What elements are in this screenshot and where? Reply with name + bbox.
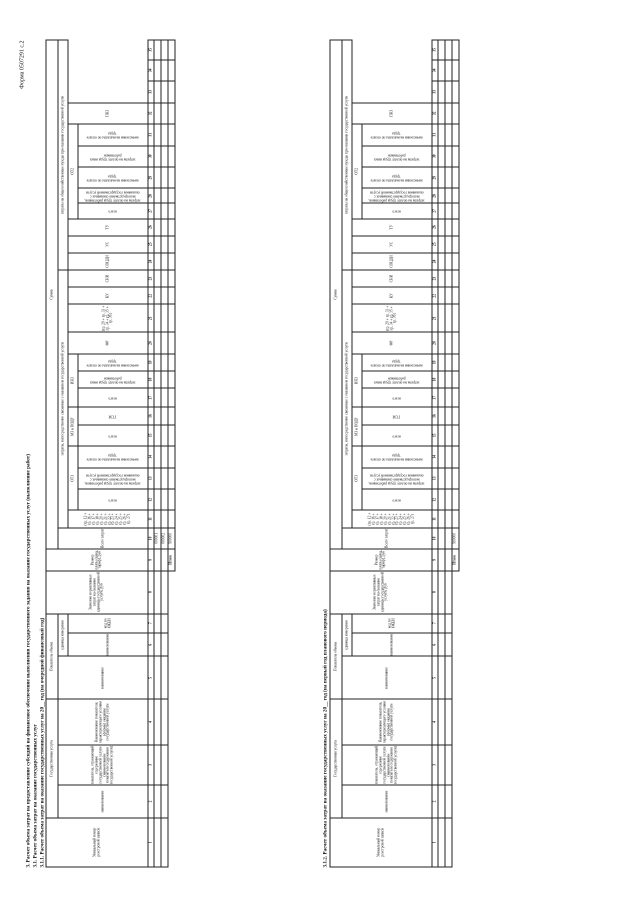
hdr-volume: Показатель объема [46, 613, 58, 699]
hdr-afd: ФР [68, 332, 148, 353]
hdr-ot2-c: затраты на оплату труда иных работников [78, 145, 148, 166]
hdr2-unique: Уникальный номер реестровой записи [330, 817, 432, 866]
rotated-page [18, 30, 623, 875]
section-heading-3: 3. Расчет объема затрат на предоставление субсидий на финансовое обеспечение выполнения государственного задания на оказание государственных услуг (выполнение работ) [25, 453, 32, 867]
hdr2-vol-name: наименование [342, 656, 432, 699]
hdr2-formula1: (гр. 12 + гр. 16 + гр. 17 + гр. 18 + гр. 20 + гр. 21 + гр. 22 + гр. 23 + гр. 24 + гр. 25 + гр. 26 + гр. 27) [352, 510, 432, 527]
hdr2-ot2-a: затраты на оплату труда работников, непосредственно связанных с оказанием государственной услуги [362, 188, 432, 203]
hdr-pnz: ПНЗ [68, 102, 148, 123]
hdr-sodi: СОЦДИ [68, 252, 148, 269]
hdr2-conditions: Наименование показателя, характеризующего условия (формы) оказания государственной услуги [342, 699, 432, 744]
hdr2-normative: Значение нормативных затрат на оказание единицы государственной услуги, руб [330, 570, 432, 613]
hdr2-usv: УС [352, 235, 432, 252]
cost-table-1 [46, 39, 176, 867]
code-row: 1 2 3 4 5 6 7 8 9 10 11 12 13 14 15 16 17 18 19 20 21 22 23 24 25 26 27 28 29 30 31 32 33 34 35 [148, 40, 154, 867]
total-row-1: Итого 900000 [168, 40, 175, 867]
hdr-vol-name: наименование [58, 656, 148, 699]
hdr2-amort: ГСМ [362, 407, 432, 424]
hdr-fee: Размер платы (цена, тариф), руб [46, 549, 148, 570]
hdr-name: наименование [58, 785, 148, 817]
hdr-ot2-d: начисления на выплаты по оплате труда [78, 124, 148, 145]
hdr2-total: Всего затрат [342, 527, 432, 548]
hdr-unit: единица измерения [58, 613, 68, 656]
hdr2-pay-main: затраты на оплату труда работников, непосредственно связанных с оказанием государственной услуги [362, 467, 432, 488]
hdr-inz-a: затраты на оплату труда иных работников [78, 370, 148, 387]
hdr-usv: УС [68, 235, 148, 252]
hdr-ot2-b: начисления на выплаты по оплате труда [78, 166, 148, 187]
total-row-2: Итого 900000 [452, 40, 459, 867]
hdr-otr-total: всего [78, 489, 148, 510]
hdr2-general: затраты на общехозяйственные нужды при оказании государственной услуги [342, 40, 352, 270]
hdr2-inz: ИНЗ [352, 353, 362, 407]
hdr2-ot2-d: начисления на выплаты по оплате труда [362, 124, 432, 145]
hdr-mz: МЗ и ПОДР [68, 407, 78, 446]
hdr-service: Государственная услуга [46, 699, 58, 817]
hdr2-volume: Показатель объема [330, 613, 342, 699]
hdr2-otr-total: всего [362, 489, 432, 510]
hdr2-sodi: СОЦДИ [352, 252, 432, 269]
hdr2-inz-a: затраты на оплату труда иных работников [362, 370, 432, 387]
hdr2-unit-code: код по ОКЕИ [352, 613, 432, 632]
hdr-otr: ОТ1 [68, 446, 78, 510]
hdr2-ot2: ОТ2 [352, 124, 362, 218]
hdr-conditions: Наименование показателя, характеризующего условия (формы) оказания государственной услуги [58, 699, 148, 744]
data-row-2-1 [438, 40, 445, 867]
hdr-general: затраты на общехозяйственные нужды при оказании государственной услуги [58, 40, 68, 270]
hdr2-inz-total: всего [362, 388, 432, 407]
hdr2-ot2-b: начисления на выплаты по оплате труда [362, 166, 432, 187]
hdr-normative: Значение нормативных затрат на оказание единицы государственной услуги, руб [46, 570, 148, 613]
form-reference: Форма 0507291 с.2 [19, 40, 26, 89]
hdr2-name: наименование [342, 785, 432, 817]
hdr-inz-total: всего [78, 388, 148, 407]
section-heading-3-1-1: 3.1.1. Расчет объема затрат на оказание государственных услуг на 20__ год (на очередной финансовый год) [39, 617, 46, 867]
hdr2-service: Государственная услуга [330, 699, 342, 817]
hdr2-fee: Размер платы (цена, тариф), руб [330, 549, 432, 570]
hdr-ot2-a: затраты на оплату труда работников, непосредственно связанных с оказанием государственной услуги [78, 188, 148, 203]
hdr2-ku: КУ [352, 287, 432, 304]
code-row-2: 1 2 3 4 5 6 7 8 9 10 11 12 13 14 15 16 17 18 19 20 21 22 23 24 25 26 27 28 29 30 31 32 33 34 35 [432, 40, 438, 867]
hdr-mz-total: всего [78, 424, 148, 445]
cost-table-2 [330, 39, 460, 867]
hdr2-otr: ОТ1 [352, 446, 362, 510]
hdr-snr: СНИ [68, 270, 148, 287]
hdr2-afd: ФР [352, 332, 432, 353]
hdr2-ot2-c: затраты на оплату труда иных работников [362, 145, 432, 166]
data-row-2-2 [445, 40, 452, 867]
hdr-unit-code: код по ОКЕИ [68, 613, 148, 632]
hdr-tu: ТУ [68, 218, 148, 235]
hdr-inz: ИНЗ [68, 353, 78, 407]
hdr-content: показатель, отражающий содержание государственной услуги (наименование показателя содержания государственной услуги) [58, 744, 148, 785]
hdr2-mz: МЗ и ПОДР [352, 407, 362, 446]
hdr2-formula2: (гр. 29 + гр. 33 + гр. 34 + гр. 35 + гр. 36) [352, 304, 432, 332]
hdr2-pnz: ПНЗ [352, 102, 432, 123]
section-heading-3-1-2: 3.1.2. Расчет объема затрат на оказание государственных услуг на 20__ год (на первый год планового периода) [322, 608, 329, 867]
hdr2-direct: затраты, непосредственно связанные с оказанием государственной услуги [342, 270, 352, 528]
hdr2-unit-name: наименование [352, 632, 432, 656]
hdr-ot2: ОТ2 [68, 124, 78, 218]
hdr2-snr: СНИ [352, 270, 432, 287]
hdr2-sum: Сумма [330, 40, 342, 549]
hdr2-mz-total: всего [362, 424, 432, 445]
hdr2-inz-b: начисления на выплаты по оплате труда [362, 353, 432, 370]
data-row-2: 000002 [161, 40, 168, 867]
hdr-ot2-total: всего [78, 203, 148, 218]
hdr-ku: КУ [68, 287, 148, 304]
hdr-amort: ГСМ [78, 407, 148, 424]
hdr-direct: затраты, непосредственно связанные с оказанием государственной услуги [58, 270, 68, 528]
hdr-formula1: (гр. 12 + гр. 16 + гр. 17 + гр. 18 + гр. 20 + гр. 21 + гр. 22 + гр. 23 + гр. 24 + гр. 25 + гр. 26 + гр. 27) [68, 510, 148, 527]
hdr2-content: показатель, отражающий содержание государственной услуги (наименование показателя содержания государственной услуги) [342, 744, 432, 785]
hdr-formula2: (гр. 29 + гр. 33 + гр. 34 + гр. 35 + гр. 36) [68, 304, 148, 332]
hdr-unit-name: наименование [68, 632, 148, 656]
hdr2-pay-admin: начисления на выплаты по оплате труда [362, 446, 432, 467]
hdr-unique: Уникальный номер реестровой записи [46, 817, 148, 866]
data-row-1: 000001 [154, 40, 161, 867]
hdr-pay-admin: начисления на выплаты по оплате труда [78, 446, 148, 467]
hdr2-unit: единица измерения [342, 613, 352, 656]
hdr-pay-main: затраты на оплату труда работников, непосредственно связанных с оказанием государственной услуги [78, 467, 148, 488]
hdr2-tu: ТУ [352, 218, 432, 235]
hdr-sum: Сумма [46, 40, 58, 549]
hdr-total: Всего затрат [58, 527, 148, 548]
section-heading-3-1: 3.1. Расчет объема затрат на оказание государственных услуг [32, 723, 39, 867]
hdr2-ot2-total: всего [362, 203, 432, 218]
hdr-inz-b: начисления на выплаты по оплате труда [78, 353, 148, 370]
